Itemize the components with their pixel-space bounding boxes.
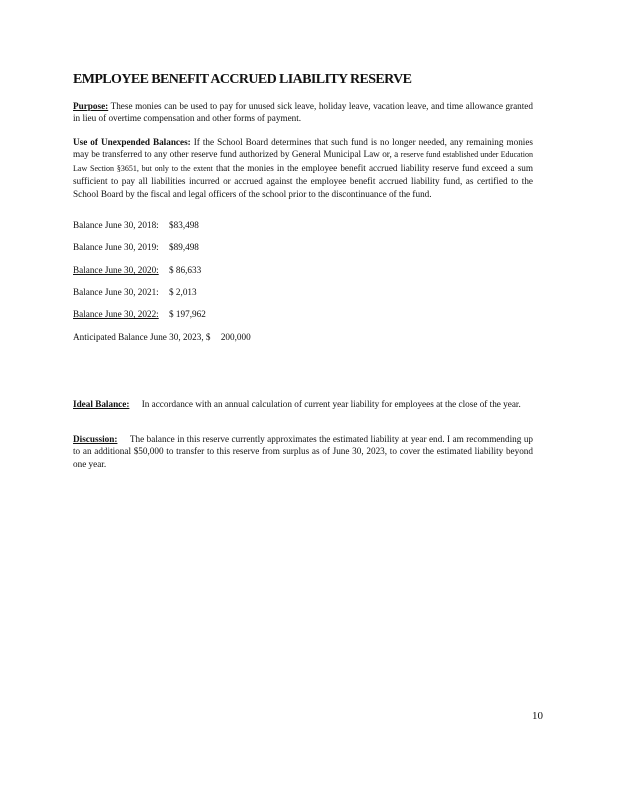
page-title: EMPLOYEE BENEFIT ACCRUED LIABILITY RESERVE [73,72,412,87]
balance-label: Balance June 30, 2018: [73,220,159,230]
balance-amount: $ 86,633 [169,265,202,275]
anticipated-balance-line [73,332,251,342]
unexpended-paragraph [73,136,533,200]
ideal-balance-text: In accordance with an annual calculation of current year liability for employees at the close of the year. [141,399,521,409]
unexpended-text-small: reserve fund established under Education Law Section §3651, but only to the extent [73,150,534,173]
discussion-label: Discussion: [73,434,118,444]
balance-line [73,309,206,319]
purpose-paragraph [73,100,533,125]
anticipated-amount: 200,000 [220,332,251,342]
balance-label: Balance June 30, 2019: [73,242,159,252]
purpose-text: These monies can be used to pay for unused sick leave, holiday leave, vacation leave, and time allowance granted in lieu of overtime compensation and other forms of payment. [73,101,533,124]
unexpended-text-after: that the monies in the employee benefit accrued liability reserve fund exceed a sum sufficient to pay all liabilities incurred or accrued against the employee benefit accrued liability fund, as certified to the School Board by the fiscal and legal officers of the school prior to the discontinuance of the fund. [73,162,534,199]
purpose-label: Purpose: [73,101,109,111]
balance-amount: $ 2,013 [169,287,197,297]
unexpended-label: Use of Unexpended Balances: [73,137,191,147]
ideal-balance-paragraph [73,398,533,410]
balance-label: Balance June 30, 2020: [73,265,159,275]
balance-amount: $83,498 [169,220,199,230]
discussion-paragraph [73,433,533,470]
balance-label: Balance June 30, 2022: [73,309,159,319]
balance-line [73,287,197,297]
balance-amount: $89,498 [169,242,199,252]
unexpended-text-before: If the School Board determines that such fund is no longer needed, any remaining monies may be transferred to any other reserve fund authorized by General Municipal Law or, a [73,137,533,160]
balance-line [73,265,201,275]
page-number: 10 [532,710,543,722]
balance-line [73,242,199,252]
anticipated-label: Anticipated Balance June 30, 2023, $ [73,332,211,342]
balance-line [73,220,199,230]
ideal-balance-label: Ideal Balance: [73,399,130,409]
balance-label: Balance June 30, 2021: [73,287,159,297]
balance-amount: $ 197,962 [169,309,206,319]
discussion-text: The balance in this reserve currently approximates the estimated liability at year end. I am recommending up to an additional $50,000 to transfer to this reserve from surplus as of June 30, 2023, to cover the estimated liability beyond one year. [73,434,534,469]
